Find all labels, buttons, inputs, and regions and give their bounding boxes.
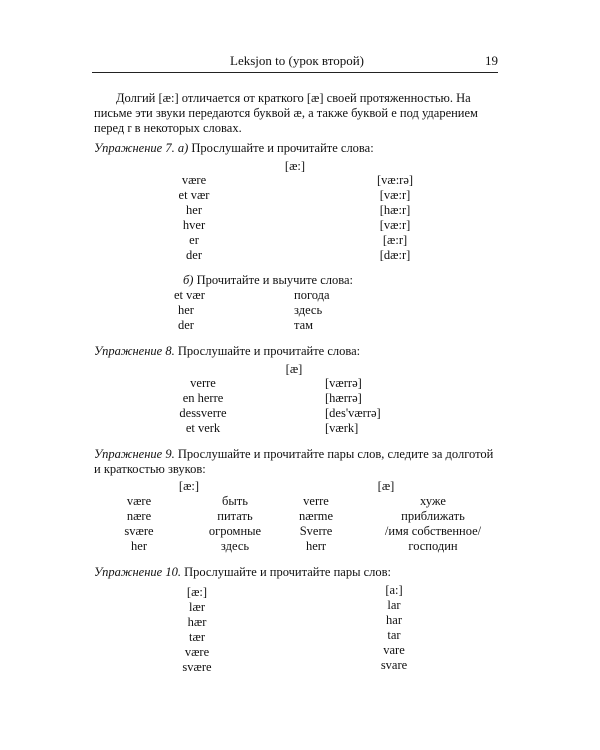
ex7-word: her: [186, 203, 202, 217]
ex7-sub-a: а): [177, 141, 189, 155]
ex10-word-long: være: [184, 645, 210, 659]
ex7-sub-b: б): [183, 273, 194, 287]
ex9-long-translation: огромные: [208, 524, 262, 538]
ex9-title-1: Прослушайте и прочитайте пары слов, следите за долготой: [177, 447, 494, 461]
ex7-transcription: [æ:r]: [382, 233, 408, 247]
ex8-sound: [æ]: [285, 362, 303, 376]
ex9-short-translation: хуже: [420, 494, 446, 508]
ex7b-word: her: [178, 303, 194, 317]
ex7-label: Упражнение 7.: [94, 141, 175, 155]
running-header: Leksjon to (урок второй): [230, 53, 364, 68]
ex7b-heading: [183, 273, 353, 288]
ex10-sound-1: [æ:]: [186, 585, 208, 599]
ex9-heading-line1: [94, 447, 498, 462]
ex8-title: Прослушайте и прочитайте слова:: [177, 344, 361, 358]
ex9-short-word: nærme: [298, 509, 334, 523]
ex10-word-a: vare: [383, 643, 405, 657]
ex9-sound-short: [æ]: [377, 479, 395, 493]
ex9-long-word: svære: [124, 524, 154, 538]
ex7-title: Прослушайте и прочитайте слова:: [191, 141, 374, 155]
ex7-word: hver: [182, 218, 206, 232]
ex10-label: Упражнение 10.: [94, 565, 181, 579]
ex9-short-translation: приближать: [401, 509, 465, 523]
ex9-short-word: herr: [305, 539, 327, 553]
ex8-transcription: [værk]: [325, 421, 359, 435]
ex7-word: er: [189, 233, 199, 247]
ex7-sound: [æ:]: [284, 159, 306, 173]
ex7-transcription: [dæ:r]: [379, 248, 411, 262]
ex10-word-long: tær: [189, 630, 205, 644]
ex9-long-translation: быть: [222, 494, 248, 508]
ex8-transcription: [des'værrə]: [325, 406, 381, 420]
ex9-heading: [94, 447, 498, 477]
ex9-label: Упражнение 9.: [94, 447, 175, 461]
ex10-word-a: lar: [387, 598, 401, 612]
ex10-word-a: har: [386, 613, 402, 627]
ex7b-translation: погода: [294, 288, 330, 302]
ex9-long-word: her: [131, 539, 147, 553]
ex8-word: et verk: [185, 421, 221, 435]
ex10-word-long: hær: [187, 615, 207, 629]
ex7-heading: [94, 141, 374, 156]
intro-line: Долгий [æ:] отличается от краткого [æ] своей протяженностью. На: [116, 91, 471, 105]
ex7-transcription: [væ:rə]: [376, 173, 414, 187]
ex8-label: Упражнение 8.: [94, 344, 175, 358]
ex9-long-word: nære: [126, 509, 152, 523]
ex10-heading: [94, 565, 391, 580]
ex7b-title: Прочитайте и выучите слова:: [196, 273, 354, 287]
ex7-word: et vær: [178, 188, 210, 202]
ex9-title-2: и краткостью звуков:: [94, 462, 206, 476]
ex8-transcription: [værrə]: [325, 376, 362, 390]
ex7-word: der: [186, 248, 202, 262]
ex8-transcription: [hærrə]: [325, 391, 362, 405]
ex9-short-word: Sverre: [299, 524, 333, 538]
ex7b-translation: здесь: [294, 303, 323, 317]
header-rule: [92, 72, 498, 73]
ex7-word: være: [181, 173, 207, 187]
ex10-title: Прослушайте и прочитайте пары слов:: [184, 565, 392, 579]
intro-line: письме эти звуки передаются буквой æ, а также буквой e под ударением: [94, 106, 478, 120]
ex8-word: en herre: [182, 391, 224, 405]
ex7-transcription: [hæ:r]: [379, 203, 411, 217]
ex10-word-a: svare: [380, 658, 408, 672]
ex8-word: dessverre: [179, 406, 227, 420]
ex8-word: verre: [190, 376, 216, 390]
ex9-long-translation: питать: [217, 509, 253, 523]
ex7b-translation: там: [294, 318, 314, 332]
ex10-word-long: lær: [189, 600, 205, 614]
ex9-sound-long: [æ:]: [178, 479, 200, 493]
ex9-short-translation: /имя собственное/: [384, 524, 482, 538]
ex7-transcription: [væ:r]: [379, 218, 411, 232]
ex8-heading: [94, 344, 360, 359]
ex10-word-a: tar: [387, 628, 401, 642]
ex10-sound-2: [a:]: [385, 583, 403, 597]
ex9-long-translation: здесь: [220, 539, 250, 553]
ex9-short-translation: господин: [408, 539, 458, 553]
page-number: 19: [485, 53, 498, 68]
ex7-transcription: [væ:r]: [379, 188, 411, 202]
intro-line: перед r в некоторых словах.: [94, 121, 242, 135]
ex7b-word: der: [178, 318, 194, 332]
ex10-word-long: svære: [182, 660, 212, 674]
ex9-short-word: verre: [303, 494, 329, 508]
ex7b-word: et vær: [174, 288, 205, 302]
ex9-long-word: være: [126, 494, 152, 508]
intro-paragraph: [94, 91, 498, 136]
